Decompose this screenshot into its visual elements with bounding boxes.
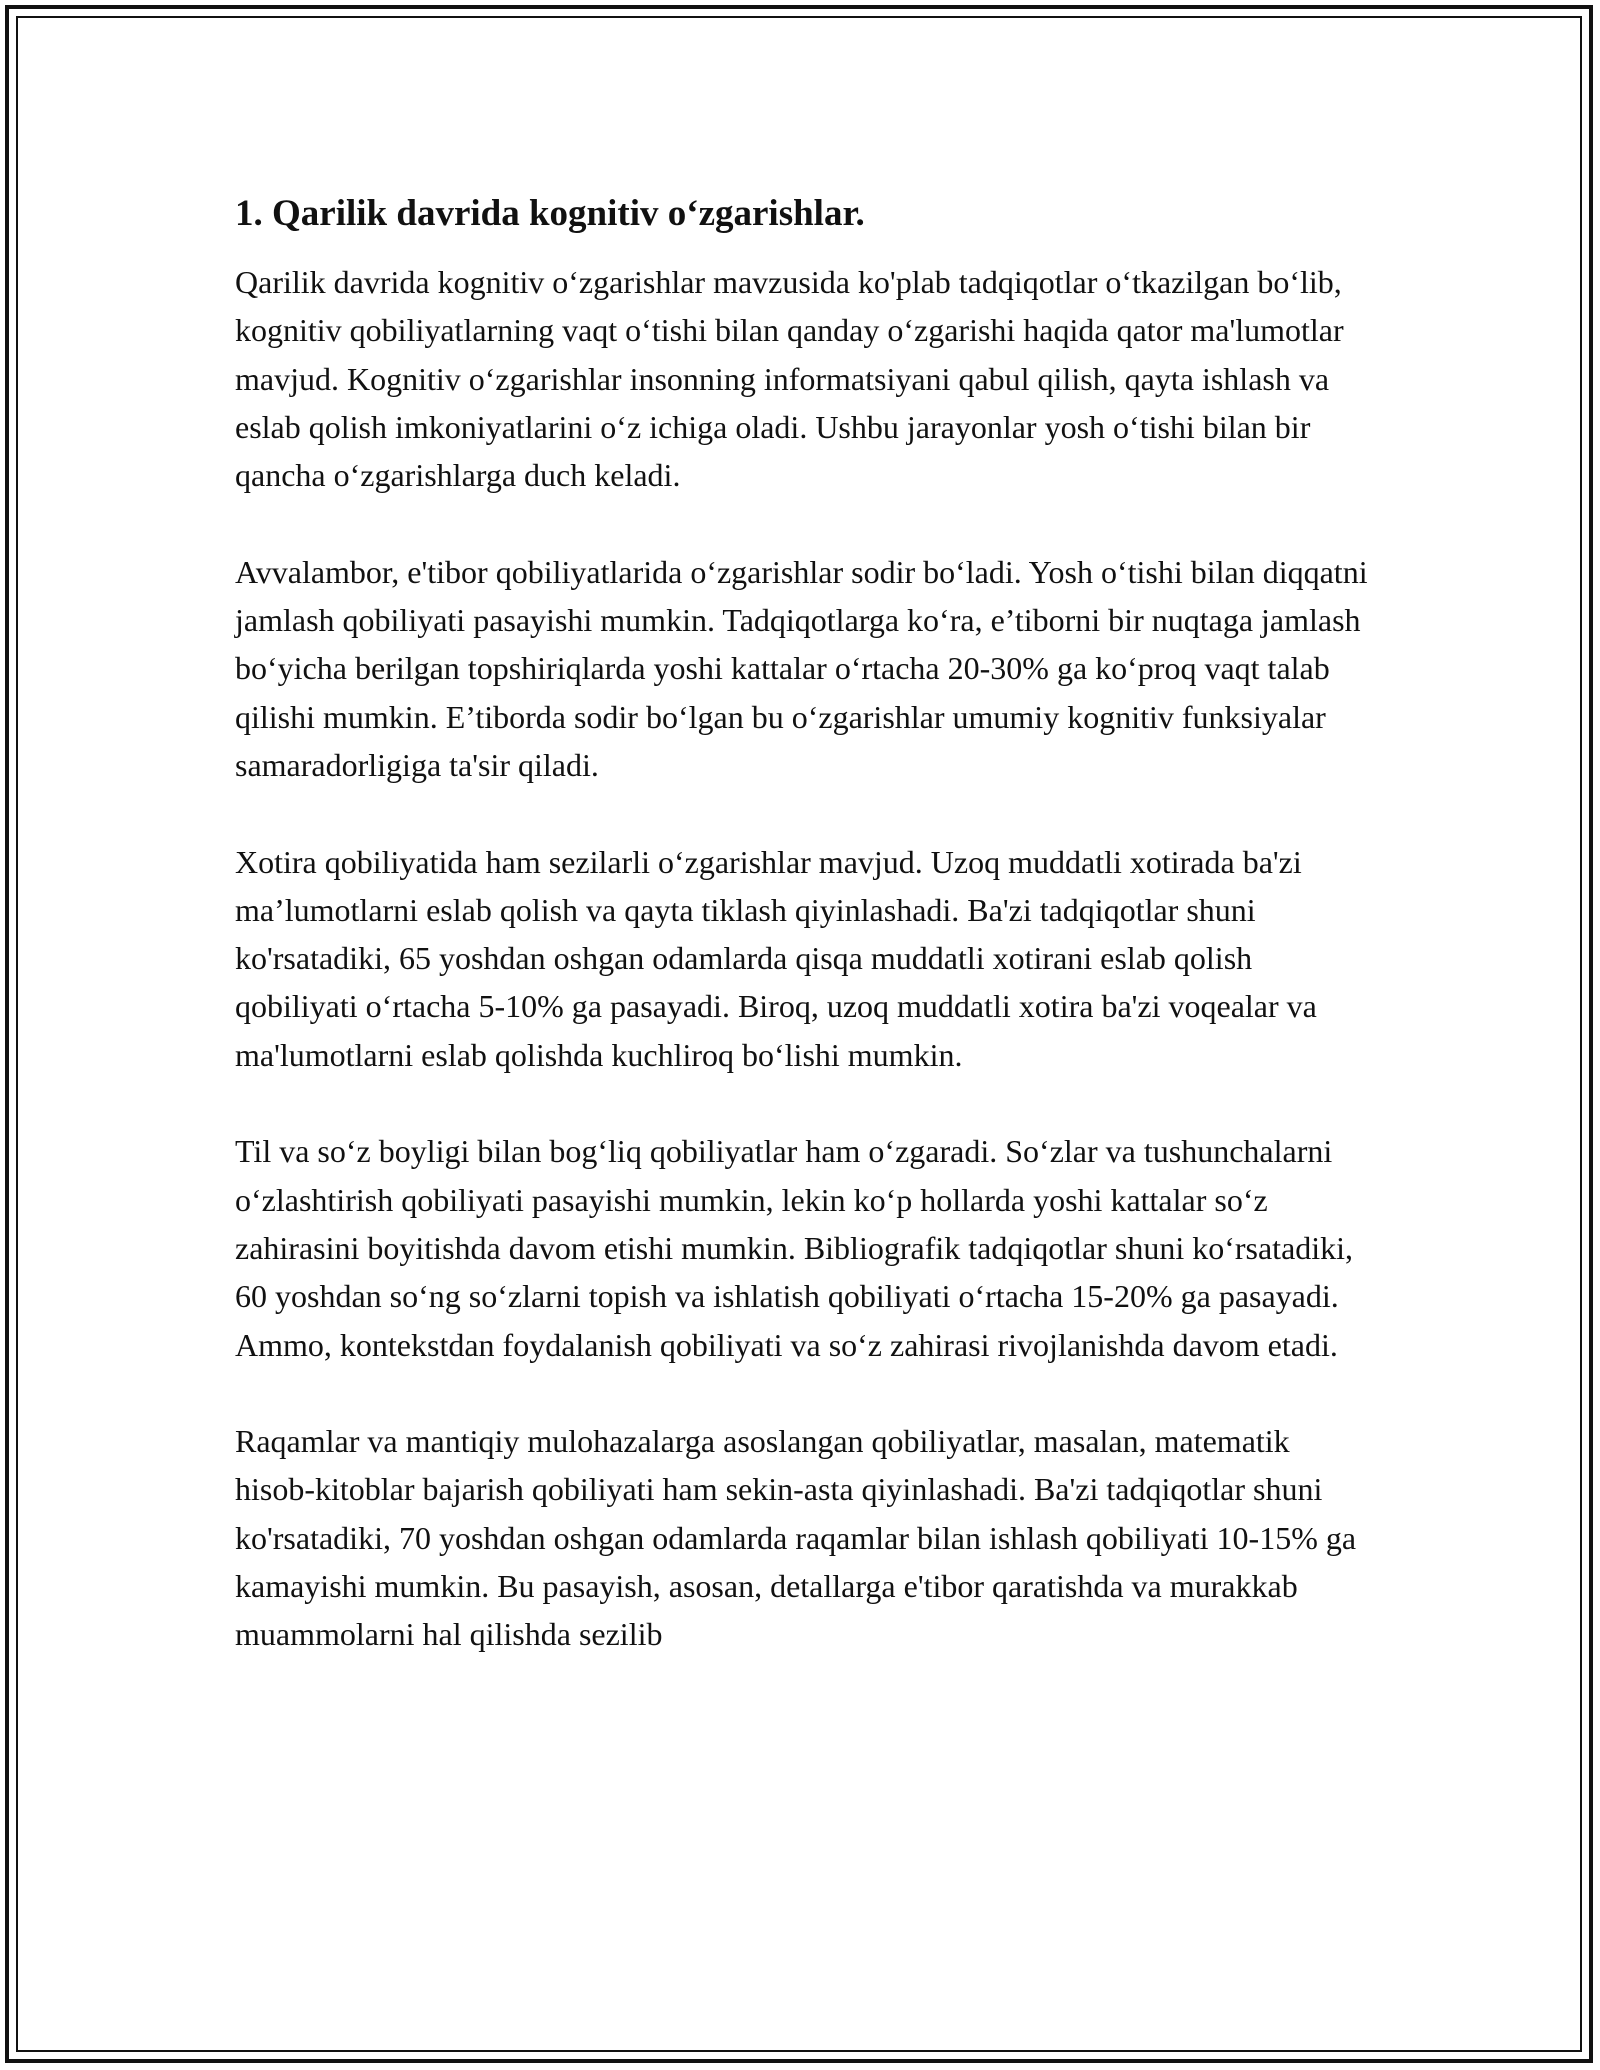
section-heading: 1. Qarilik davrida kognitiv o‘zgarishlar. bbox=[235, 193, 865, 234]
paragraph-numeracy: Raqamlar va mantiqiy mulohazalarga asoslangan qobiliyatlar, masalan, matematik hisob-kitoblar bajarish qobiliyati ham sekin-asta qiyinlashadi. Ba'zi tadqiqotlar shuni ko'rsatadiki, 70 yoshdan oshgan odamlarda raqamlar bilan ishlash qobiliyati 10-15% ga kamayishi mumkin. Bu pasayish, asosan, detallarga e'tibor qaratishda va murakkab muammolarni hal qilishda sezilib bbox=[235, 1423, 1357, 1653]
document-body bbox=[235, 190, 1375, 1707]
paragraph-attention: Avvalambor, e'tibor qobiliyatlarida o‘zgarishlar sodir bo‘ladi. Yosh o‘tishi bilan diqqatni jamlash qobiliyati pasayishi mumkin. Tadqiqotlarga ko‘ra, e’tiborni bir nuqtaga jamlash bo‘yicha berilgan topshiriqlarda yoshi kattalar o‘rtacha 20-30% ga ko‘proq vaqt talab qilishi mumkin. E’tiborda sodir bo‘lgan bu o‘zgarishlar umumiy kognitiv funksiyalar samaradorligiga ta'sir qiladi. bbox=[235, 553, 1368, 783]
paragraph-intro: Qarilik davrida kognitiv o‘zgarishlar mavzusida ko'plab tadqiqotlar o‘tkazilgan bo‘lib, kognitiv qobiliyatlarning vaqt o‘tishi bilan qanday o‘zgarishi haqida qator ma'lumotlar mavjud. Kognitiv o‘zgarishlar insonning informatsiyani qabul qilish, qayta ishlash va eslab qolish imkoniyatlarini o‘z ichiga oladi. Ushbu jarayonlar yosh o‘tishi bilan bir qancha o‘zgarishlarga duch keladi. bbox=[235, 264, 1344, 494]
paragraph-language: Til va so‘z boyligi bilan bog‘liq qobiliyatlar ham o‘zgaradi. So‘zlar va tushunchalarni o‘zlashtirish qobiliyati pasayishi mumkin, lekin ko‘p hollarda yoshi kattalar so‘z zahirasini boyitishda davom etishi mumkin. Bibliografik tadqiqotlar shuni ko‘rsatadiki, 60 yoshdan so‘ng so‘zlarni topish va ishlatish qobiliyati o‘rtacha 15-20% ga pasayadi. Ammo, kontekstdan foydalanish qobiliyati va so‘z zahirasi rivojlanishda davom etadi. bbox=[235, 1133, 1354, 1363]
paragraph-memory: Xotira qobiliyatida ham sezilarli o‘zgarishlar mavjud. Uzoq muddatli xotirada ba'zi ma’lumotlarni eslab qolish va qayta tiklash qiyinlashadi. Ba'zi tadqiqotlar shuni ko'rsatadiki, 65 yoshdan oshgan odamlarda qisqa muddatli xotirani eslab qolish qobiliyati o‘rtacha 5-10% ga pasayadi. Biroq, uzoq muddatli xotira ba'zi voqealar va ma'lumotlarni eslab qolishda kuchliroq bo‘lishi mumkin. bbox=[235, 843, 1317, 1073]
